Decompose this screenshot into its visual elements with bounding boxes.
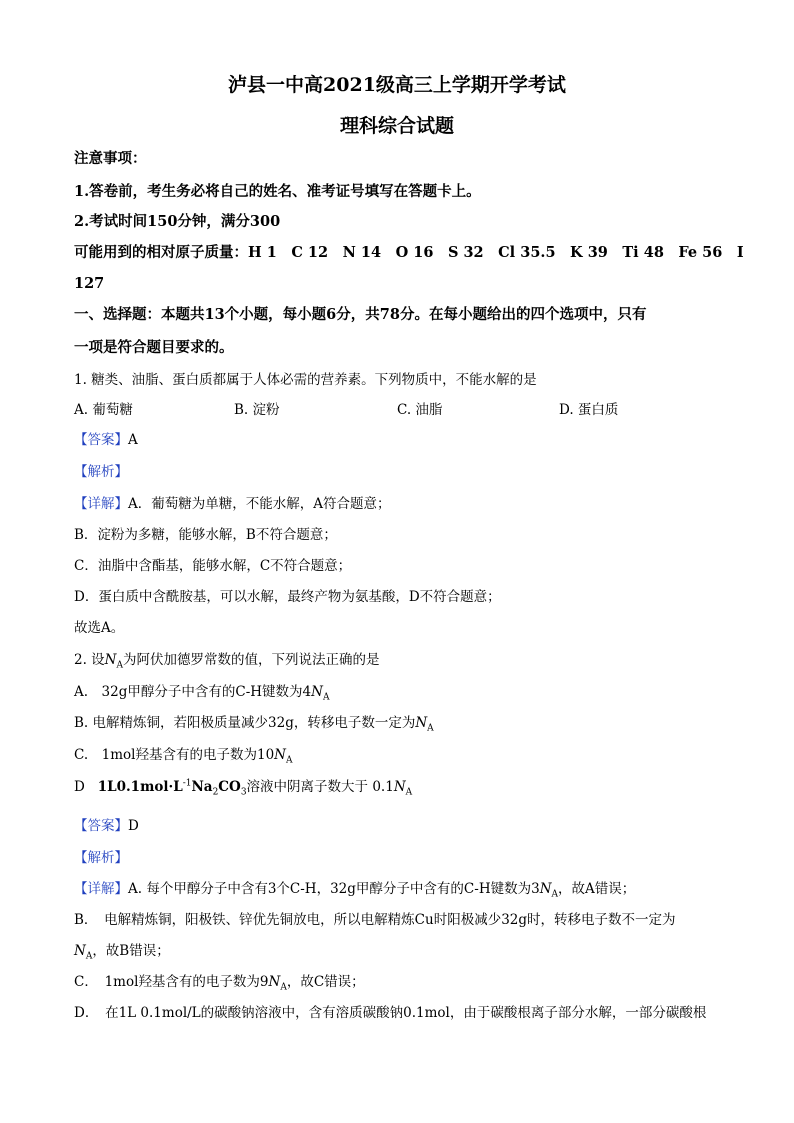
na-sub: A (427, 723, 434, 734)
q1-option-d: D. 蛋白质 (559, 402, 619, 418)
q2-detail-a-4: ，故A错误； (558, 881, 636, 897)
q2-detail-c-label: C． (74, 974, 105, 990)
q1-detail-d: D．蛋白质中含酰胺基，可以水解，最终产物为氨基酸，D不符合题意； (74, 589, 501, 605)
q2-opt-d-conc: 1L0.1mol·L (97, 779, 183, 795)
na-symbol: N (415, 715, 428, 731)
q2-stem-a: 2. 设 (74, 652, 105, 668)
q2-detail-b: B． 电解精炼铜，阳极铁、锌优先铜放电，所以电解精炼Cu时阳极减少32g时，转移电子数不一定为 (74, 912, 676, 928)
q2-answer-line (74, 817, 139, 835)
na-symbol: N (104, 652, 117, 668)
q2-stem-b: 为阿伏加德罗常数的值，下列说法正确的是 (122, 652, 380, 668)
na-symbol: N (274, 747, 286, 763)
q2-opt-c-label: C. (74, 747, 102, 763)
na-sub: A (322, 692, 330, 703)
na-sub: A (280, 982, 287, 993)
q2-opt-d-sup: -1 (182, 778, 192, 789)
q1-stem: 1. 糖类、油脂、蛋白质都属于人体必需的营养素。下列物质中，不能水解的是 (74, 372, 537, 388)
q2-detail-d: D． 在1L 0.1mol/L的碳酸钠溶液中，含有溶质碳酸钠0.1mol，由于碳酸根离子部分水解，一部分碳酸根 (74, 1005, 707, 1021)
notice-item-1: 1.答卷前，考生务必将自己的姓名、准考证号填写在答题卡上。 (74, 183, 481, 200)
na-symbol: N (311, 684, 323, 700)
q1-conclusion: 故选A。 (74, 620, 125, 636)
na-symbol: N (74, 943, 86, 959)
q2-analysis-tag: 【解析】 (74, 850, 128, 866)
q2-opt-d-text: 溶液中阴离子数大于 0.1 (246, 779, 394, 795)
q2-detail-c-end: ，故C错误； (286, 974, 365, 990)
q2-detail-a-1: A. 每个甲醇分子中含有3个C-H， (128, 881, 331, 897)
q2-opt-a-label: A. (74, 684, 102, 700)
q2-detail-b-cont (74, 942, 170, 960)
q2-detail-a-3: 甲醇分子中含有的C-H键数为3 (355, 881, 540, 897)
section-heading-cont: 一项是符合题目要求的。 (74, 339, 234, 356)
atomic-masses: 可能用到的相对原子质量：H 1 C 12 N 14 O 16 S 32 Cl 35.5 K 39 Ti 48 Fe 56 I (74, 244, 744, 261)
q2-opt-b-text2: ，转移电子数一定为 (293, 715, 416, 731)
q2-opt-b-mass: 32g (268, 715, 294, 731)
q1-option-b: B. 淀粉 (234, 402, 280, 418)
na-sub: A (285, 755, 293, 766)
na-symbol: N (393, 779, 406, 795)
q2-detail-a-mass: 32g (330, 881, 356, 897)
q2-opt-c-amount: 1mol (101, 747, 136, 763)
q2-opt-d-na: Na (191, 779, 213, 795)
q1-analysis-tag: 【解析】 (74, 464, 128, 480)
q1-option-c: C. 油脂 (397, 402, 443, 418)
q1-answer-line (74, 431, 138, 449)
q2-option-b (74, 714, 434, 732)
q2-option-d (74, 778, 412, 796)
na-symbol: N (539, 881, 552, 897)
q2-opt-a-text: 甲醇分子中含有的C-H键数为4 (127, 684, 312, 700)
answer-tag: 【答案】 (74, 818, 128, 834)
exam-subtitle: 理科综合试题 (339, 115, 454, 137)
q2-opt-a-mass: 32g (101, 684, 128, 700)
detail-tag: 【详解】 (74, 881, 128, 897)
q2-answer: D (128, 818, 139, 834)
na-sub: A (116, 660, 123, 671)
q2-opt-d-sub1: 2 (212, 787, 219, 798)
notice-item-2: 2.考试时间150分钟，满分300 (74, 213, 281, 230)
q1-detail-a-text: A．葡萄糖为单糖，不能水解，A符合题意； (128, 496, 391, 512)
q2-option-c (74, 746, 292, 764)
q1-options (74, 401, 724, 419)
exam-title: 泸县一中高2021级高三上学期开学考试 (228, 74, 566, 96)
detail-tag: 【详解】 (74, 496, 128, 512)
q2-option-a (74, 683, 329, 701)
q2-detail-c-text: 羟基含有的电子数为9 (138, 974, 269, 990)
q2-detail-c-amount: 1mol (104, 974, 139, 990)
q1-detail-c: C．油脂中含酯基，能够水解，C不符合题意； (74, 558, 352, 574)
answer-tag: 【答案】 (74, 432, 128, 448)
q2-opt-b-text: B. 电解精炼铜，若阳极质量减少 (74, 715, 269, 731)
q2-opt-d-sub2: 3 (240, 787, 247, 798)
q2-opt-c-text: 羟基含有的电子数为10 (135, 747, 275, 763)
q1-answer: A (128, 432, 138, 448)
na-symbol: N (268, 974, 281, 990)
q2-detail-b-cont-text: ，故B错误； (92, 943, 170, 959)
na-sub: A (85, 951, 93, 962)
q2-detail-a (74, 880, 635, 898)
na-sub: A (551, 889, 558, 900)
notice-heading: 注意事项： (74, 150, 147, 167)
q2-stem (74, 651, 379, 669)
q2-detail-c (74, 973, 365, 991)
atomic-masses-cont: 127 (74, 275, 105, 292)
section-heading: 一、选择题：本题共13个小题，每小题6分，共78分。在每小题给出的四个选项中，只有 (74, 306, 647, 323)
q1-detail-a (74, 495, 391, 513)
q1-option-a: A. 葡萄糖 (74, 402, 133, 418)
q2-opt-d-co: CO (218, 779, 241, 795)
na-sub: A (405, 787, 413, 798)
q2-opt-d-label: D (74, 779, 85, 795)
q1-detail-b: B．淀粉为多糖，能够水解，B不符合题意； (74, 527, 337, 543)
